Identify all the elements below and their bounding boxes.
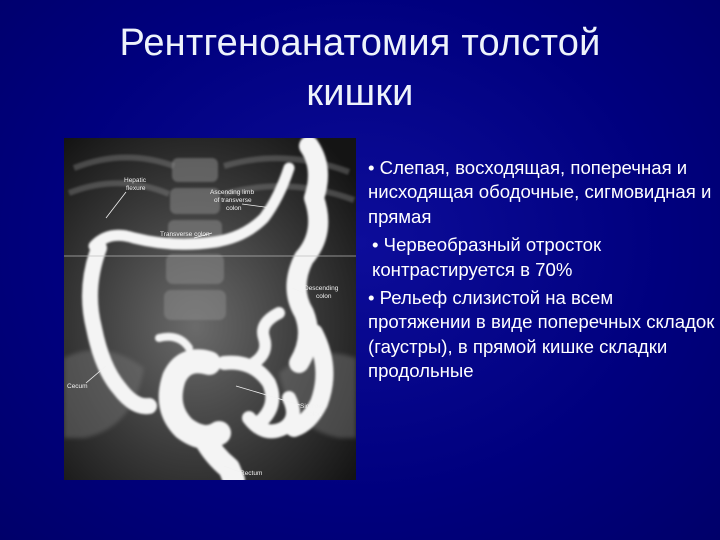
slide-title: [0, 18, 720, 118]
xray-image: [64, 138, 356, 480]
barium-enema-radiograph: [64, 138, 356, 480]
label-sigmoid-line1: Sigmoid: [300, 403, 324, 410]
label-ascending-line3: colon: [226, 205, 242, 212]
label-rectum: Rectum: [240, 470, 263, 477]
bullet-item-1: • Слепая, восходящая, поперечная и нисходящая ободочные, сигмовидная и прямая: [368, 157, 712, 227]
label-sigmoid-line2: colon: [306, 411, 322, 418]
label-ascending-line2: of transverse: [214, 197, 252, 204]
label-descending-line1: Descending: [304, 285, 339, 292]
label-descending-line2: colon: [316, 293, 332, 300]
label-transverse: Transverse colon: [160, 231, 210, 238]
label-hepatic-line1: Hepatic: [124, 177, 147, 184]
slide-title-line-1: Рентгеноанатомия толстой: [119, 22, 601, 64]
bullet-item-3: • Рельеф слизистой на всем протяжении в виде поперечных складок (гаустры), в прямой кишке складки продольные: [368, 287, 715, 382]
label-cecum: Cecum: [67, 383, 88, 390]
bullet-item-2: • Червеобразный отросток контрастируется в 70%: [372, 234, 602, 280]
slide-title-line-2: кишки: [306, 72, 414, 114]
bullet-list: [368, 156, 718, 388]
label-ascending-line1: Ascending limb: [210, 189, 255, 196]
label-hepatic-line2: flexure: [126, 185, 146, 192]
